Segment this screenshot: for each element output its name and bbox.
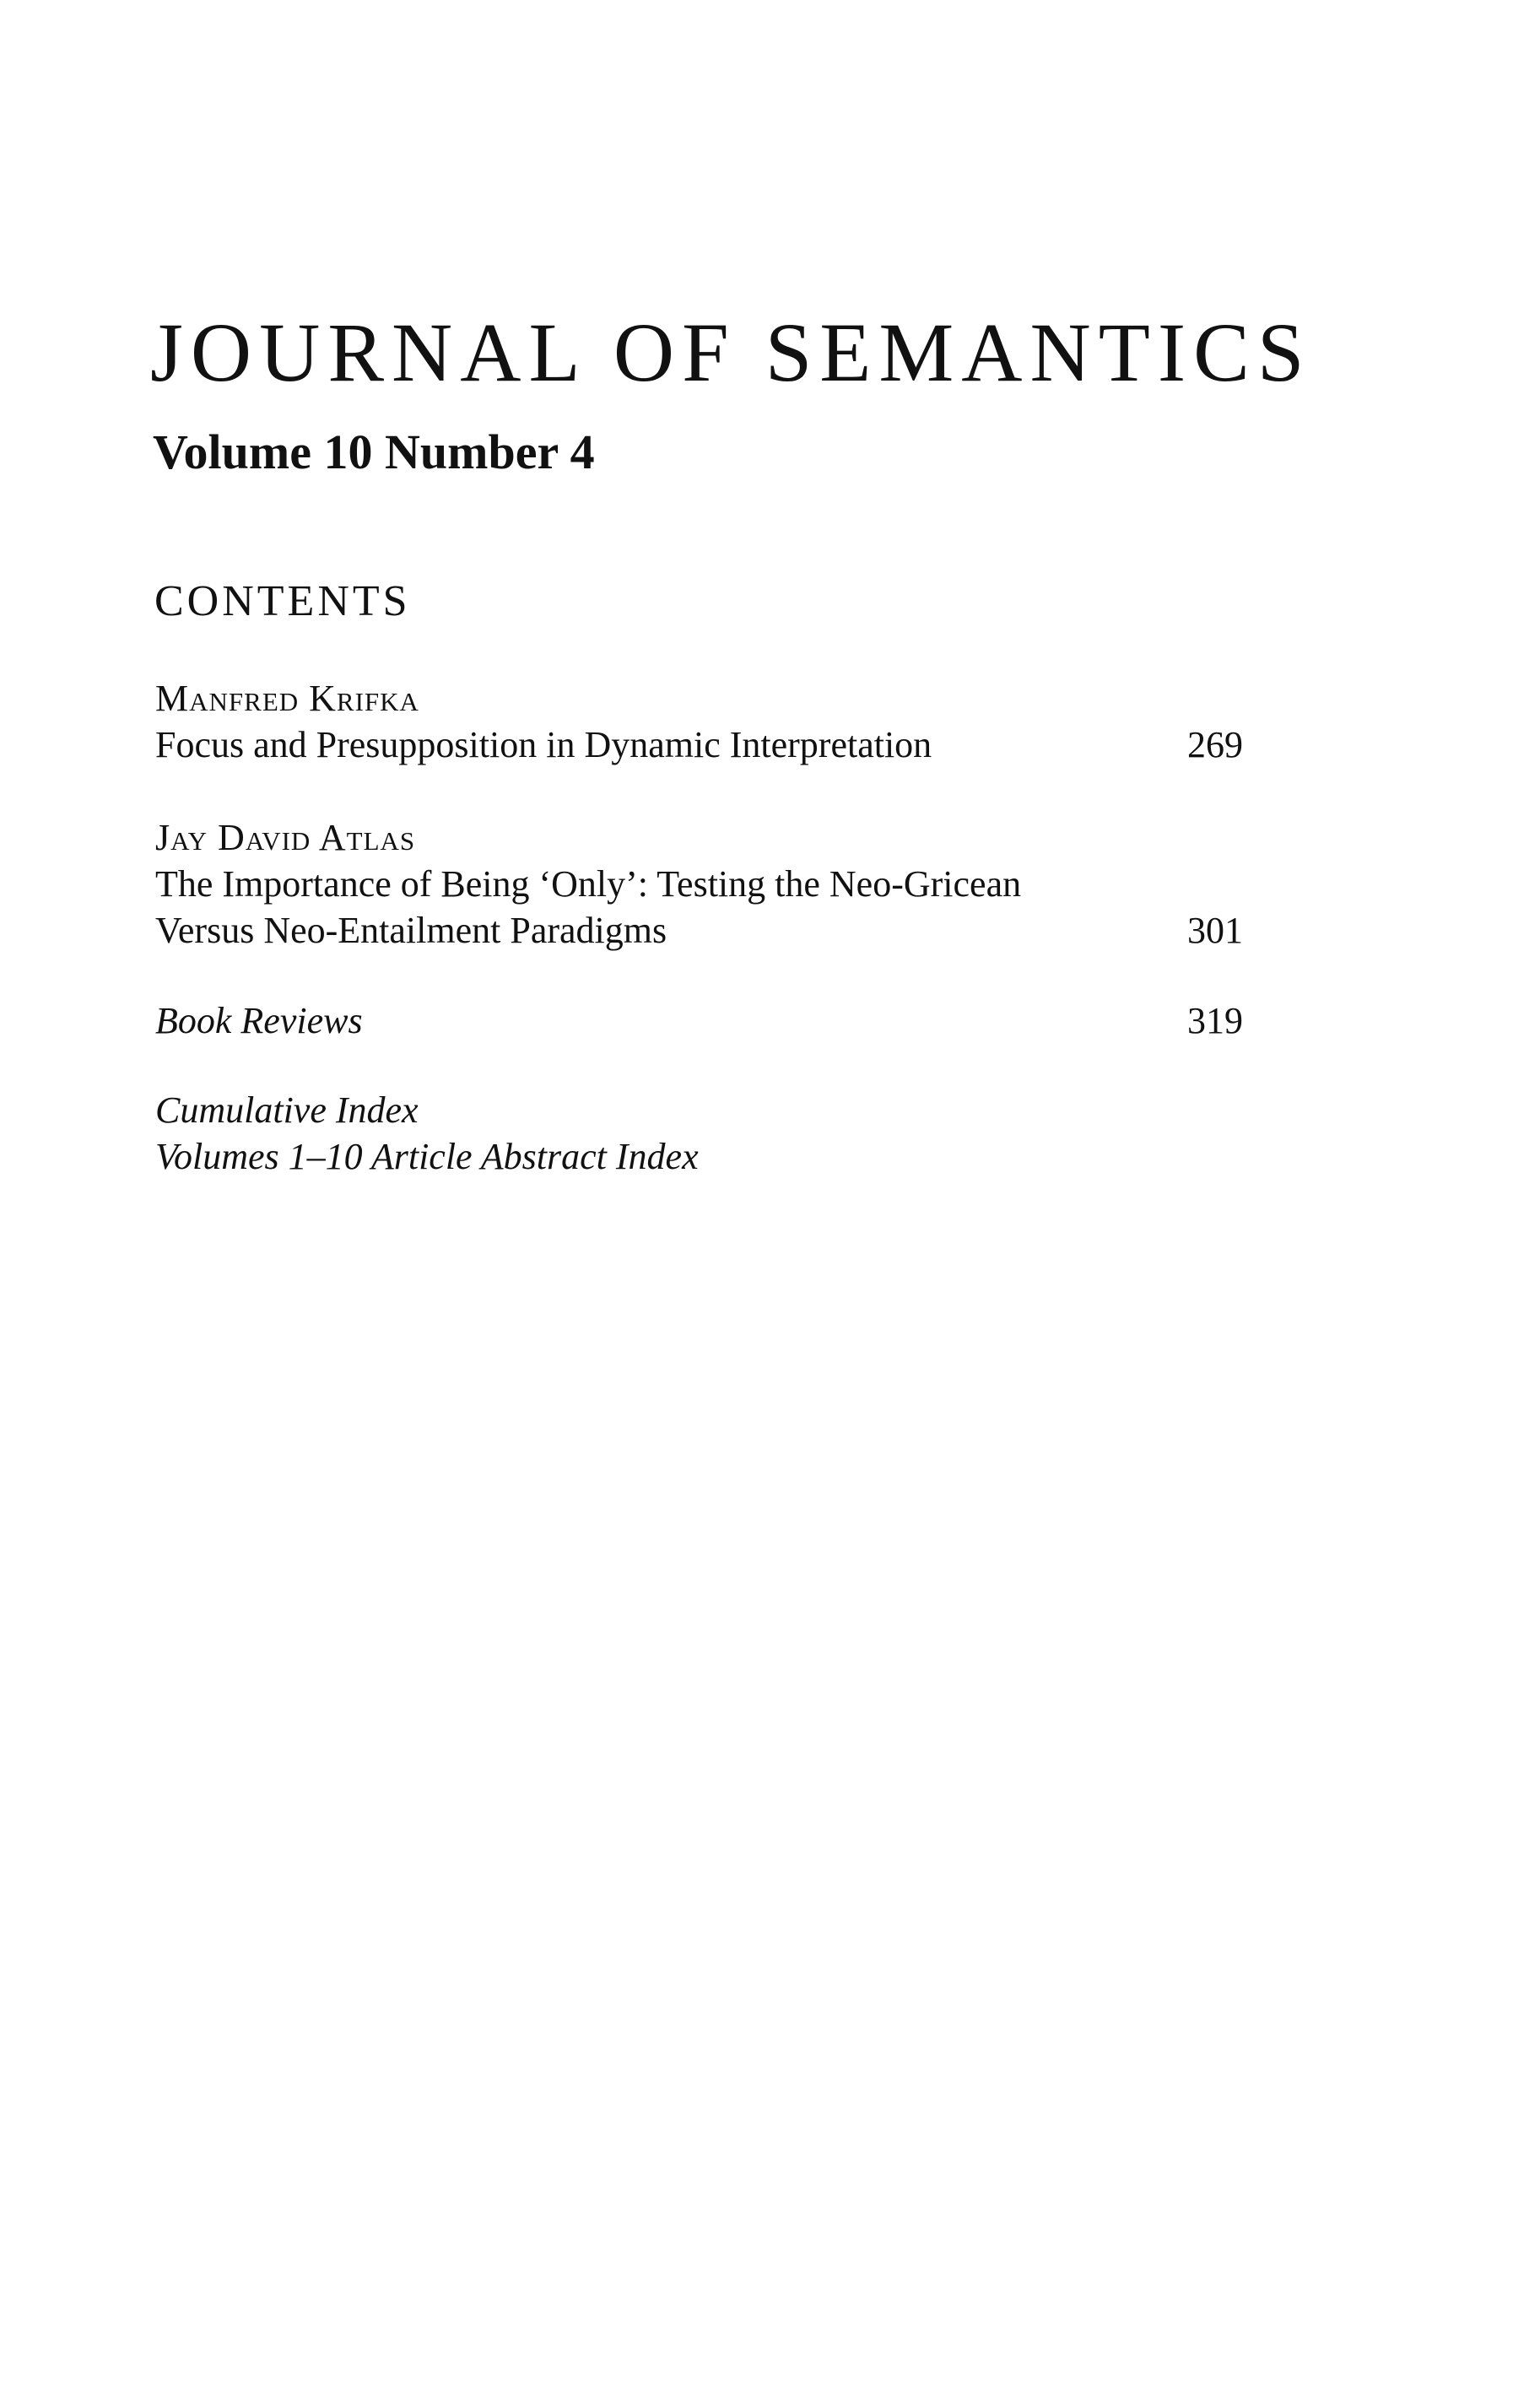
entry-title-line bbox=[155, 861, 1278, 907]
entry-title: The Importance of Being ‘Only’: Testing the Neo-Gricean bbox=[155, 863, 1022, 905]
volume-number: Volume 10 Number 4 bbox=[153, 424, 595, 479]
entry-title-line bbox=[155, 907, 1278, 954]
entry-title: Volumes 1–10 Article Abstract Index bbox=[155, 1136, 699, 1177]
entry-title-line bbox=[155, 997, 1278, 1044]
entry-author: Jay David Atlas bbox=[155, 817, 416, 858]
journal-title: JOURNAL OF SEMANTICS bbox=[150, 305, 1312, 399]
entry-page-number: 269 bbox=[1187, 724, 1243, 765]
contents-heading: CONTENTS bbox=[154, 577, 411, 625]
entry-title: Book Reviews bbox=[155, 1000, 363, 1041]
entry-author: Manfred Krifka bbox=[155, 678, 419, 719]
entry-title: Focus and Presupposition in Dynamic Interpretation bbox=[155, 724, 932, 765]
contents-entry-atlas bbox=[155, 814, 1278, 954]
entry-title: Cumulative Index bbox=[155, 1089, 419, 1131]
contents-entry-krifka bbox=[155, 675, 1278, 768]
contents-entry-cumulative-index bbox=[155, 1087, 1278, 1180]
entry-title-line bbox=[155, 722, 1278, 768]
entry-page-number: 319 bbox=[1187, 1000, 1243, 1041]
entry-title: Versus Neo-Entailment Paradigms bbox=[155, 910, 667, 951]
entry-page-number: 301 bbox=[1187, 910, 1243, 951]
contents-entry-book-reviews bbox=[155, 997, 1278, 1044]
